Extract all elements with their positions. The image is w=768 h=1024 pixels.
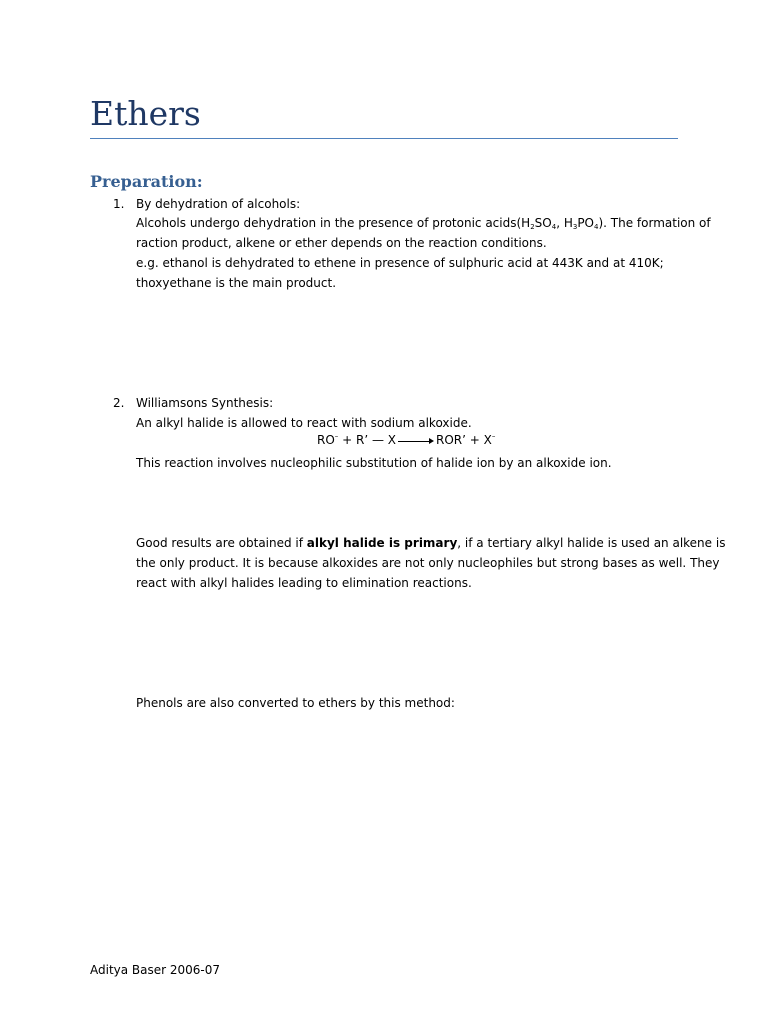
good-results-line-2: the only product. It is because alkoxides are not only nucleophiles but strong bases as well. They [136,556,720,570]
list-number-2: 2. [113,396,125,410]
good-results-line-1: Good results are obtained if alkyl halide is primary, if a tertiary alkyl halide is used an alkene is [136,536,726,550]
item1-line-3: e.g. ethanol is dehydrated to ethene in presence of sulphuric acid at 443K and at 410K; [136,256,664,270]
good-results-line-3: react with alkyl halides leading to elimination reactions. [136,576,472,590]
williamson-equation: RO– + R’ — X ROR’ + X– [317,432,496,447]
item2-heading: Williamsons Synthesis: [136,396,274,410]
item1-line-4: thoxyethane is the main product. [136,276,337,290]
item1-line-2: raction product, alkene or ether depends on the reaction conditions. [136,236,547,250]
page-footer: Aditya Baser 2006-07 [90,963,221,977]
page-title: Ethers [90,94,201,133]
title-underline [90,138,678,139]
phenols-line: Phenols are also converted to ethers by this method: [136,696,455,710]
section-heading: Preparation: [90,172,203,191]
reaction-arrow-icon [398,436,434,446]
list-number-1: 1. [113,197,125,211]
item2-line-1: An alkyl halide is allowed to react with sodium alkoxide. [136,416,472,430]
item2-line-2: This reaction involves nucleophilic substitution of halide ion by an alkoxide ion. [136,456,612,470]
item1-line-1: Alcohols undergo dehydration in the presence of protonic $acids(H_2SO_4$, $H_3PO_4$). The formation of [136,216,711,231]
item1-heading: By dehydration of alcohols: [136,197,301,211]
